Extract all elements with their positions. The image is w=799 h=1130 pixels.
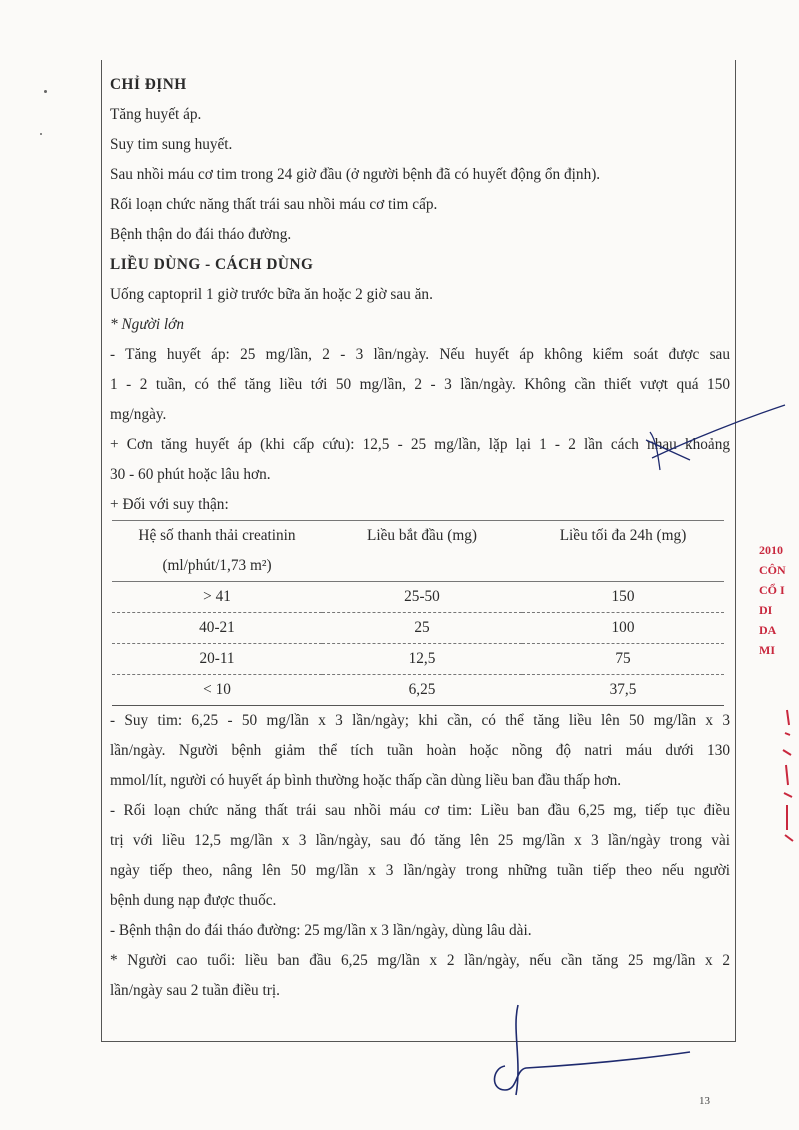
heart-failure-text: lần/ngày. Người bệnh giảm thể tích tuần hoàn hoặc nồng độ natri máu dưới 130 — [110, 742, 730, 759]
elderly-text: lần/ngày sau 2 tuần điều trị. — [110, 982, 280, 999]
lv-dysfunction-text: trị với liều 12,5 mg/lần x 3 lần/ngày, sau đó tăng lên 25 mg/lần x 3 lần/ngày trong vài — [110, 832, 730, 849]
renal-label: + Đối với suy thận: — [110, 496, 229, 513]
table-cell: 25 — [322, 613, 522, 644]
hypertension-text: - Tăng huyết áp: 25 mg/lần, 2 - 3 lần/ngày. Nếu huyết áp không kiểm soát được sau — [110, 346, 730, 363]
lv-dysfunction-text: bệnh dung nạp được thuốc. — [110, 892, 277, 909]
hypertension-text: mg/ngày. — [110, 406, 167, 423]
table-cell: 150 — [522, 582, 724, 613]
elderly-text: * Người cao tuổi: liều ban đầu 6,25 mg/lần x 2 lần/ngày, nếu cần tăng 25 mg/lần x 2 — [110, 952, 730, 969]
table-cell: 75 — [522, 644, 724, 675]
crisis-text: 30 - 60 phút hoặc lâu hơn. — [110, 466, 271, 483]
table-cell: 100 — [522, 613, 724, 644]
table-cell: 37,5 — [522, 675, 724, 706]
red-stamp-partial: 2010 CÔN CỔ I DI DA MI — [759, 543, 786, 657]
adults-label: * Người lớn — [110, 316, 184, 333]
heart-failure-text: mmol/lít, người có huyết áp bình thường hoặc thấp cần dùng liều ban đầu thấp hơn. — [110, 772, 622, 789]
crisis-text: + Cơn tăng huyết áp (khi cấp cứu): 12,5 - 25 mg/lần, lặp lại 1 - 2 lần cách nhau khoảng — [110, 436, 730, 453]
nephropathy-text: - Bệnh thận do đái tháo đường: 25 mg/lần x 3 lần/ngày, dùng lâu dài. — [110, 922, 532, 939]
dosage-heading: LIỀU DÙNG - CÁCH DÙNG — [110, 256, 314, 273]
table-cell: 6,25 — [322, 675, 522, 706]
table-cell: < 10 — [112, 675, 322, 706]
table-header-clearance: Hệ số thanh thải creatinin — [112, 521, 322, 552]
signature — [494, 1005, 690, 1095]
page-number: 13 — [699, 1095, 710, 1107]
indication-item: Suy tim sung huyết. — [110, 136, 233, 153]
indication-item: Sau nhồi máu cơ tim trong 24 giờ đầu (ở người bệnh đã có huyết động ổn định). — [110, 166, 601, 183]
table-cell: 25-50 — [322, 582, 522, 613]
indication-item: Tăng huyết áp. — [110, 106, 202, 123]
hypertension-text: 1 - 2 tuần, có thể tăng liều tới 50 mg/lần, 2 - 3 lần/ngày. Không cần thiết vượt quá 150 — [110, 376, 730, 393]
lv-dysfunction-text: - Rối loạn chức năng thất trái sau nhồi máu cơ tim: Liều ban đầu 6,25 mg, tiếp tục điều — [110, 802, 730, 819]
table-header-clearance-unit: (ml/phút/1,73 m²) — [112, 551, 322, 582]
lv-dysfunction-text: ngày tiếp theo, nâng lên 50 mg/lần x 3 lần/ngày trong những tuần tiếp theo nếu người — [110, 862, 730, 879]
table-cell: 20-11 — [112, 644, 322, 675]
heart-failure-text: - Suy tim: 6,25 - 50 mg/lần x 3 lần/ngày; khi cần, có thể tăng liều lên 50 mg/lần x 3 — [110, 712, 730, 729]
table-cell: 40-21 — [112, 613, 322, 644]
indication-item: Bệnh thận do đái tháo đường. — [110, 226, 292, 243]
ink-strike-mark — [646, 405, 785, 470]
table-cell: 12,5 — [322, 644, 522, 675]
table-header-max-dose: Liều tối đa 24h (mg) — [522, 521, 724, 552]
table-header-start-dose: Liều bắt đầu (mg) — [322, 521, 522, 552]
indications-heading: CHỈ ĐỊNH — [110, 76, 187, 93]
table-cell: > 41 — [112, 582, 322, 613]
dosage-intro: Uống captopril 1 giờ trước bữa ăn hoặc 2 giờ sau ăn. — [110, 286, 433, 303]
indication-item: Rối loạn chức năng thất trái sau nhồi máu cơ tim cấp. — [110, 196, 438, 213]
